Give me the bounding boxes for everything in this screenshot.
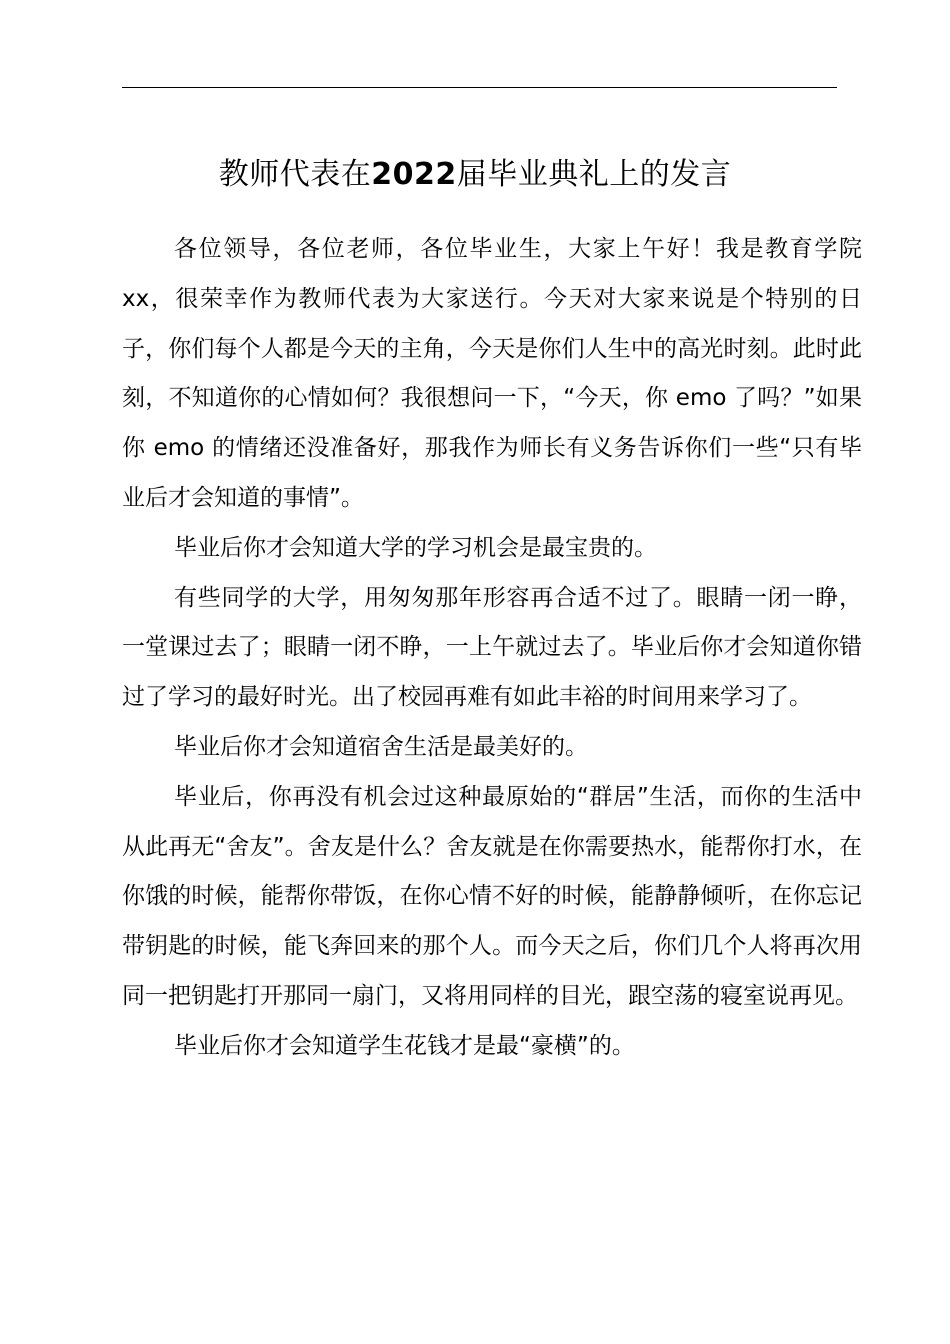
paragraph-study-heading: 毕业后你才会知道大学的学习机会是最宝贵的。	[174, 534, 657, 561]
header-rule	[122, 87, 837, 88]
document-title	[0, 150, 950, 200]
title-suffix: 届毕业典礼上的发言	[456, 157, 732, 192]
paragraph-study-body: 有些同学的大学，用匆匆那年形容再合适不过了。眼睛一闭一睁，一堂课过去了；眼睛一闭不睁，一上午就过去了。毕业后你才会知道你错过了学习的最好时光。出了校园再难有如此丰裕的时间用来学习了。	[122, 584, 862, 711]
document-body	[122, 225, 862, 1072]
paragraph-spending-heading: 毕业后你才会知道学生花钱才是最“豪横”的。	[174, 1032, 635, 1059]
title-year: 2022	[371, 157, 457, 192]
paragraph-dorm-heading: 毕业后你才会知道宿舍生活是最美好的。	[174, 733, 588, 760]
paragraph-dorm-body: 毕业后，你再没有机会过这种最原始的“群居”生活，而你的生活中从此再无“舍友”。舍友是什么？舍友就是在你需要热水，能帮你打水，在你饿的时候，能帮你带饭，在你心情不好的时候，能静静倾听，在你忘记带钥匙的时候，能飞奔回来的那个人。而今天之后，你们几个人将再次用同一把钥匙打开那同一扇门，又将用同样的目光，跟空荡的寝室说再见。	[122, 783, 862, 1009]
title-prefix: 教师代表在	[218, 157, 372, 192]
paragraph-greeting: 各位领导，各位老师，各位毕业生，大家上午好！我是教育学院 xx，很荣幸作为教师代表为大家送行。今天对大家来说是个特别的日子，你们每个人都是今天的主角，今天是你们人生中的高光时刻。此时此刻，不知道你的心情如何？我很想问一下，“今天，你 emo 了吗？”如果你 emo 的情绪还没准备好，那我作为师长有义务告诉你们一些“只有毕业后才会知道的事情”。	[122, 236, 862, 511]
